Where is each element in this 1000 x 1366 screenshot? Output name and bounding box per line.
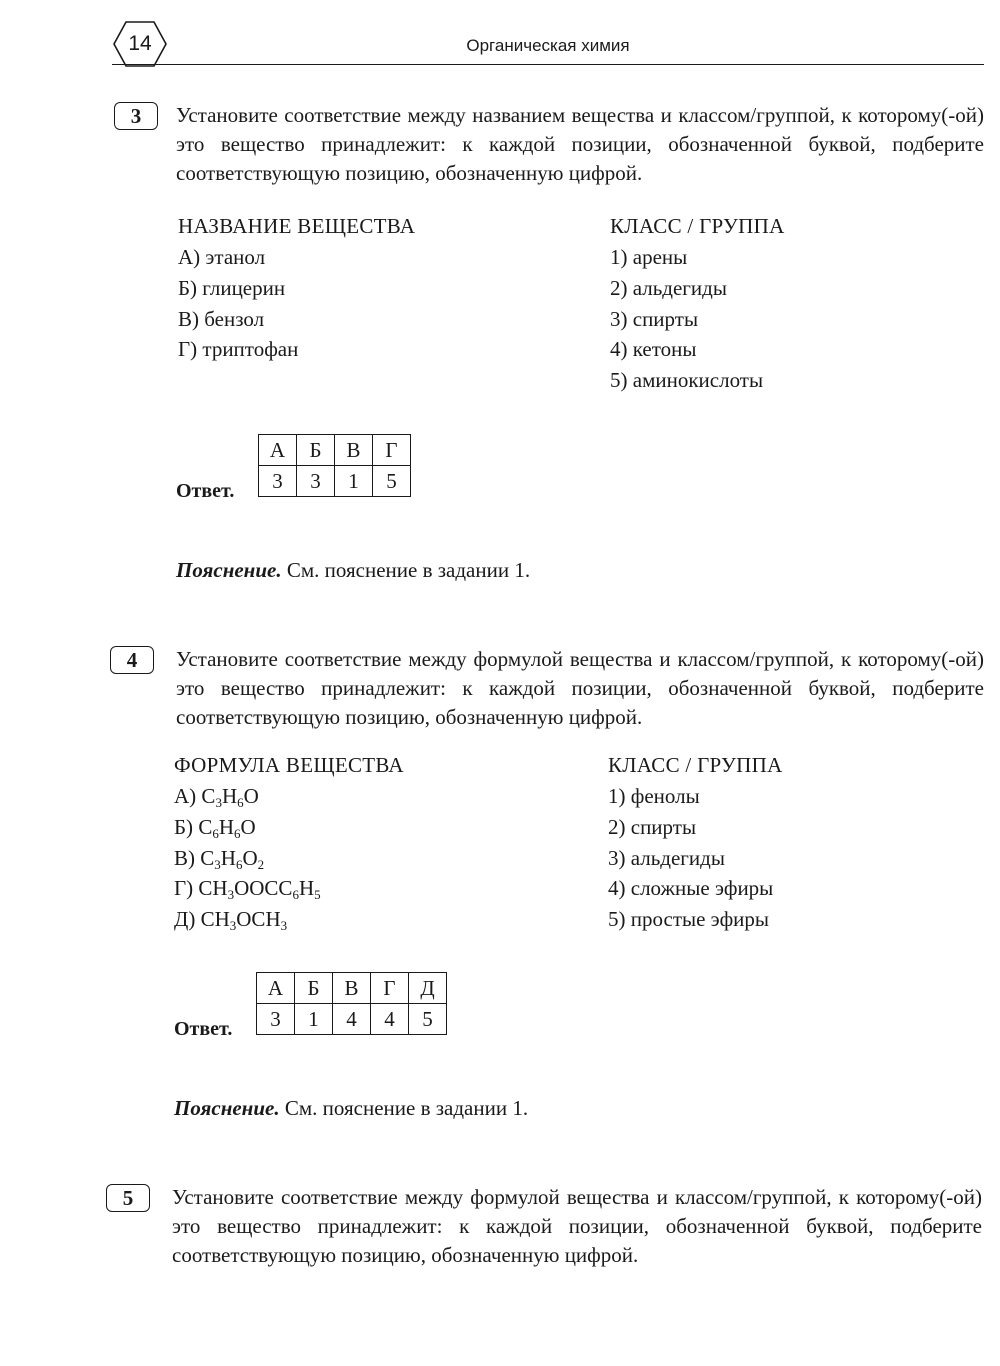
item-letter: Г) — [174, 876, 199, 901]
list-item: 1) фенолы — [608, 784, 700, 808]
explanation-label: Пояснение. — [174, 1096, 280, 1120]
answer-letter-cell: В — [335, 435, 373, 466]
header-divider — [112, 64, 984, 65]
task-statement — [176, 101, 984, 188]
running-header-title: Органическая химия — [466, 36, 630, 55]
list-item: 1) арены — [610, 245, 688, 269]
answer-label: Ответ. — [174, 1018, 233, 1040]
list-item: 5) аминокислоты — [610, 368, 764, 393]
list-item — [174, 873, 321, 904]
task-number-box: 4 — [110, 646, 154, 674]
explanation-text: См. пояснение в задании 1. — [284, 1096, 529, 1120]
list-item: Б) глицерин — [178, 275, 286, 300]
page-number: 14 — [128, 32, 152, 55]
answer-value-cell: 5 — [373, 466, 411, 497]
list-item: 2) спирты — [608, 814, 697, 839]
answer-letter-cell: Б — [297, 435, 335, 466]
answer-value-cell: 4 — [333, 1004, 371, 1035]
list-item: А) этанол — [178, 245, 266, 269]
list-item — [174, 812, 321, 843]
task-statement-text: Установите соответствие между формулой вещества и классом/группой, к которому(-ой) это вещество принадлежит: к каждой позиции, обозначенной буквой, подберите соответствующую позицию, обозначенную цифрой. — [172, 1185, 982, 1267]
answer-value-cell: 3 — [259, 466, 297, 497]
answer-letter-cell: Г — [371, 973, 409, 1004]
list-item — [174, 904, 321, 935]
class-list — [610, 242, 763, 396]
item-letter: Б) — [174, 814, 199, 839]
answer-letters-row — [257, 973, 447, 1004]
answer-value-cell: 3 — [257, 1004, 295, 1035]
answer-values-row — [259, 466, 411, 497]
answer-letter-cell: Г — [373, 435, 411, 466]
substance-list — [178, 242, 298, 365]
answer-value-cell: 1 — [295, 1004, 333, 1035]
list-item: 2) альдегиды — [610, 275, 727, 300]
list-item: 4) сложные эфиры — [608, 876, 774, 901]
answer-letter-cell: В — [333, 973, 371, 1004]
task-statement-text: Установите соответствие между формулой вещества и классом/группой, к которому(-ой) это вещество принадлежит: к каждой позиции, обозначенной буквой, подберите соответствующую позицию, обозначенную цифрой. — [176, 647, 984, 729]
answer-letter-cell: А — [259, 435, 297, 466]
answer-letter-cell: Б — [295, 973, 333, 1004]
chemical-formula: $C_3H_6O$ — [201, 784, 259, 810]
list-item — [174, 781, 321, 812]
answer-table — [258, 434, 411, 497]
answer-letter-cell: А — [257, 973, 295, 1004]
list-item: В) бензол — [178, 306, 265, 331]
chemical-formula: $C_3H_6O_2$ — [200, 845, 265, 872]
answer-letter-cell: Д — [409, 973, 447, 1004]
explanation-label: Пояснение. — [176, 558, 282, 582]
item-letter: Д) — [174, 907, 201, 932]
list-item: 3) альдегиды — [608, 845, 725, 870]
class-list — [608, 781, 773, 935]
formula-list — [174, 781, 321, 935]
task-statement-text: Установите соответствие между названием вещества и классом/группой, к которому(-ой) это вещество принадлежит: к каждой позиции, обозначенной буквой, подберите соответствующую позицию, обозначенную цифрой. — [176, 103, 984, 185]
substance-column-header: НАЗВАНИЕ ВЕЩЕСТВА — [178, 214, 416, 238]
class-column-header: КЛАСС / ГРУППА — [608, 753, 783, 777]
answer-letters-row — [259, 435, 411, 466]
list-item — [174, 843, 321, 874]
task-number-box: 5 — [106, 1184, 150, 1212]
chemical-formula: $CH_3OCH_3$ — [200, 907, 288, 934]
task-number-box: 3 — [114, 102, 158, 130]
explanation — [176, 558, 530, 583]
list-item: 4) кетоны — [610, 337, 697, 362]
class-column-header: КЛАСС / ГРУППА — [610, 214, 785, 238]
answer-label: Ответ. — [176, 480, 235, 502]
explanation-text: См. пояснение в задании 1. — [286, 558, 531, 582]
answer-value-cell: 5 — [409, 1004, 447, 1035]
list-item: 3) спирты — [610, 306, 699, 331]
formula-column-header: ФОРМУЛА ВЕЩЕСТВА — [174, 753, 404, 777]
task-statement — [172, 1183, 982, 1270]
answer-value-cell: 4 — [371, 1004, 409, 1035]
explanation — [174, 1096, 528, 1121]
answer-values-row — [257, 1004, 447, 1035]
item-letter: В) — [174, 845, 201, 870]
item-letter: А) — [174, 784, 202, 808]
answer-table — [256, 972, 447, 1035]
list-item: Г) триптофан — [178, 337, 299, 362]
chemical-formula: $CH_3OOCC_6H_5$ — [198, 876, 321, 903]
chemical-formula: $C_6H_6O$ — [198, 814, 256, 841]
answer-value-cell: 1 — [335, 466, 373, 497]
answer-value-cell: 3 — [297, 466, 335, 497]
task-statement — [176, 645, 984, 732]
list-item: 5) простые эфиры — [608, 907, 770, 932]
